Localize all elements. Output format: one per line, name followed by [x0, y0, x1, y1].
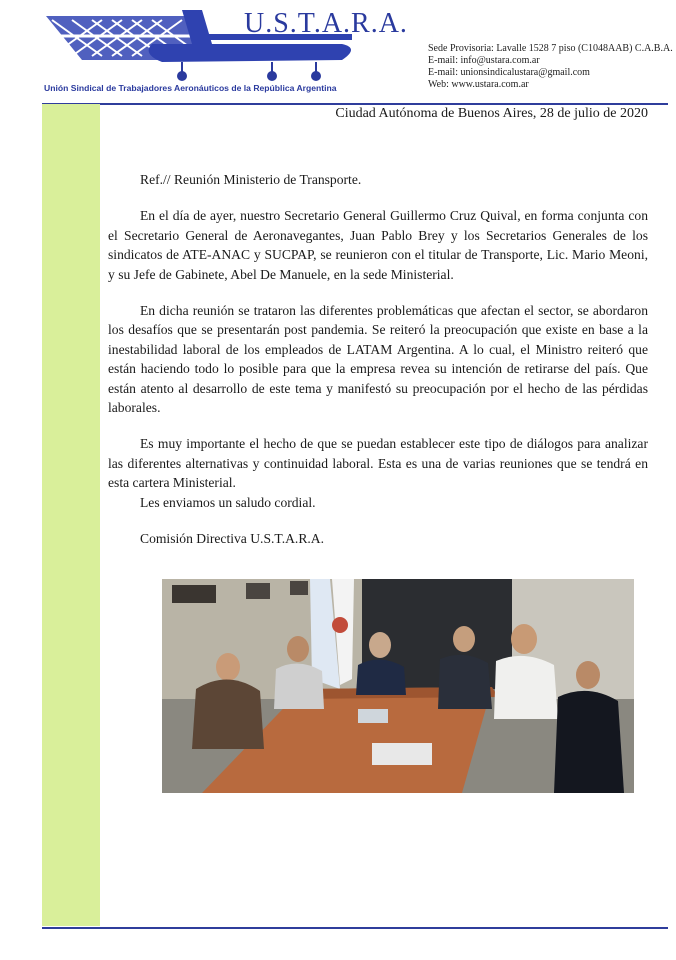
letter-body	[108, 170, 648, 549]
reference-line: Ref.// Reunión Ministerio de Transporte.	[140, 172, 362, 187]
meeting-photo	[162, 579, 634, 793]
org-full-name: Unión Sindical de Trabajadores Aeronáuticos de la República Argentina	[44, 83, 337, 93]
address-line: Sede Provisoria: Lavalle 1528 7 piso (C1048AAB) C.A.B.A.	[428, 43, 673, 54]
signature-line: Comisión Directiva U.S.T.A.R.A.	[140, 531, 325, 547]
email-line-2: E-mail: unionsindicalustara@gmail.com	[428, 67, 590, 78]
paragraph-2: En dicha reunión se trataron las diferentes problemáticas que afectan el sector, se abordaron los desafíos que se presentarán post pandemia. Se reiteró la preocupación que existe en base a la inestabilidad laboral de los empleados de LATAM Argentina. A lo cual, el Ministro reiteró que están haciendo todo lo posible para que la empresa revea su intención de retirarse del país. Que están atento al desarrollo de este tema y manifestó su preocupación por el hecho de las pérdidas laborales.	[108, 303, 648, 416]
header-divider	[42, 103, 668, 105]
closing-line: Les enviamos un saludo cordial.	[140, 494, 316, 510]
org-name: U.S.T.A.R.A.	[244, 8, 408, 39]
paragraph-1: En el día de ayer, nuestro Secretario General Guillermo Cruz Quival, en forma conjunta con el Secretario General de Aeronavegantes, Juan Pablo Brey y los Secretarios Generales de los sindicatos de ATE-ANAC y SUCPAP, se reunieron con el titular de Transporte, Lic. Mario Meoni, y su Jefe de Gabinete, Abel De Manuele, en la sede Ministerial.	[108, 208, 648, 282]
web-line: Web: www.ustara.com.ar	[428, 79, 529, 90]
contact-block	[428, 43, 673, 91]
date-line: Ciudad Autónoma de Buenos Aires, 28 de julio de 2020	[335, 106, 648, 121]
footer-divider	[42, 927, 668, 929]
email-line-1: E-mail: info@ustara.com.ar	[428, 55, 540, 66]
side-color-bar	[42, 104, 100, 926]
union-logo	[42, 4, 408, 100]
paragraph-3: Es muy importante el hecho de que se puedan establecer este tipo de diálogos para analizar las diferentes alternativas y continuidad laboral. Esta es una de varias reuniones que se tendrá en esta cartera Ministerial.	[108, 436, 648, 491]
